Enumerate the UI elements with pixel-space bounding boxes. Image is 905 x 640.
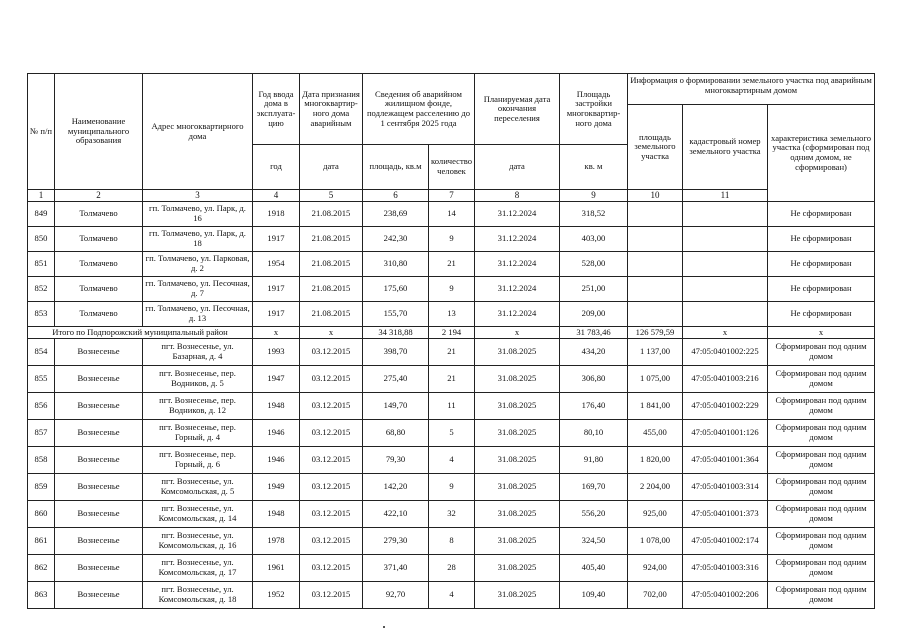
row-cadastral-number: 47:05:0401002:229 <box>683 393 768 420</box>
header-housing-info: Сведения об аварийном жилищном фонде, подлежащем расселению до 1 сентября 2025 года <box>363 74 475 145</box>
row-address: пгт. Вознесенье, ул. Комсомольская, д. 17 <box>143 555 253 582</box>
row-people: 8 <box>429 528 475 555</box>
total-c12: x <box>768 327 875 339</box>
row-cadastral-number: 47:05:0401003:216 <box>683 366 768 393</box>
row-land-area: 2 204,00 <box>628 474 683 501</box>
row-area: 422,10 <box>363 501 429 528</box>
row-land-area: 925,00 <box>628 501 683 528</box>
row-planned-date: 31.12.2024 <box>475 202 560 227</box>
table-row <box>28 227 875 252</box>
row-land-status: Сформирован под одним домом <box>768 393 875 420</box>
table-row <box>28 302 875 327</box>
table-row <box>28 582 875 609</box>
header-characteristic: характеристика земельного участка (сформирован под одним домом, не сформирован) <box>768 105 875 202</box>
row-building-area: 324,50 <box>560 528 628 555</box>
row-planned-date: 31.08.2025 <box>475 582 560 609</box>
header-land-area: площадь земельного участка <box>628 105 683 190</box>
row-number: 856 <box>28 393 55 420</box>
row-address: гп. Толмачево, ул. Песочная, д. 13 <box>143 302 253 327</box>
row-year: 1947 <box>253 366 300 393</box>
row-land-status: Не сформирован <box>768 252 875 277</box>
row-land-status: Сформирован под одним домом <box>768 474 875 501</box>
table-row <box>28 277 875 302</box>
total-c6: 34 318,88 <box>363 327 429 339</box>
row-address: гп. Толмачево, ул. Парк, д. 16 <box>143 202 253 227</box>
row-land-status: Сформирован под одним домом <box>768 501 875 528</box>
row-planned-date: 31.08.2025 <box>475 501 560 528</box>
row-planned-date: 31.08.2025 <box>475 366 560 393</box>
row-land-status: Сформирован под одним домом <box>768 447 875 474</box>
row-address: пгт. Вознесенье, пер. Горный, д. 4 <box>143 420 253 447</box>
column-number: 7 <box>429 190 475 202</box>
row-recognition-date: 03.12.2015 <box>300 366 363 393</box>
row-number: 861 <box>28 528 55 555</box>
row-area: 279,30 <box>363 528 429 555</box>
row-municipality: Вознесенье <box>55 555 143 582</box>
row-people: 13 <box>429 302 475 327</box>
header-year: Год ввода дома в эксплуата-цию <box>253 74 300 145</box>
row-area: 92,70 <box>363 582 429 609</box>
column-number: 1 <box>28 190 55 202</box>
column-number-row <box>28 190 875 202</box>
row-area: 155,70 <box>363 302 429 327</box>
row-land-status: Сформирован под одним домом <box>768 528 875 555</box>
row-land-status: Сформирован под одним домом <box>768 582 875 609</box>
row-area: 68,80 <box>363 420 429 447</box>
row-recognition-date: 21.08.2015 <box>300 277 363 302</box>
row-land-status: Сформирован под одним домом <box>768 339 875 366</box>
column-number: 10 <box>628 190 683 202</box>
row-municipality: Толмачево <box>55 227 143 252</box>
row-address: гп. Толмачево, ул. Парковая, д. 2 <box>143 252 253 277</box>
row-land-status: Не сформирован <box>768 227 875 252</box>
row-area: 310,80 <box>363 252 429 277</box>
row-municipality: Толмачево <box>55 302 143 327</box>
row-municipality: Вознесенье <box>55 474 143 501</box>
row-recognition-date: 21.08.2015 <box>300 252 363 277</box>
row-people: 9 <box>429 474 475 501</box>
row-address: гп. Толмачево, ул. Песочная, д. 7 <box>143 277 253 302</box>
row-people: 21 <box>429 339 475 366</box>
row-number: 854 <box>28 339 55 366</box>
header-row-1 <box>28 74 875 105</box>
row-number: 862 <box>28 555 55 582</box>
column-number: 2 <box>55 190 143 202</box>
header-cadastral-number: кадастровый номер земельного участка <box>683 105 768 190</box>
row-land-status: Не сформирован <box>768 277 875 302</box>
row-year: 1917 <box>253 277 300 302</box>
table-row <box>28 447 875 474</box>
row-municipality: Вознесенье <box>55 366 143 393</box>
row-cadastral-number: 47:05:0401003:314 <box>683 474 768 501</box>
row-building-area: 91,80 <box>560 447 628 474</box>
row-address: пгт. Вознесенье, пер. Водников, д. 5 <box>143 366 253 393</box>
row-building-area: 80,10 <box>560 420 628 447</box>
row-number: 855 <box>28 366 55 393</box>
row-people: 5 <box>429 420 475 447</box>
row-number: 849 <box>28 202 55 227</box>
row-municipality: Вознесенье <box>55 528 143 555</box>
total-c8: x <box>475 327 560 339</box>
table-row <box>28 366 875 393</box>
row-land-area <box>628 227 683 252</box>
table-row <box>28 555 875 582</box>
row-area: 142,20 <box>363 474 429 501</box>
row-building-area: 528,00 <box>560 252 628 277</box>
row-land-area: 1 137,00 <box>628 339 683 366</box>
row-year: 1946 <box>253 447 300 474</box>
row-building-area: 169,70 <box>560 474 628 501</box>
column-number: 6 <box>363 190 429 202</box>
row-address: пгт. Вознесенье, ул. Комсомольская, д. 14 <box>143 501 253 528</box>
row-building-area: 556,20 <box>560 501 628 528</box>
row-recognition-date: 03.12.2015 <box>300 339 363 366</box>
header-recognition-date: Дата признания многоквартир-ного дома аварийным <box>300 74 363 145</box>
row-planned-date: 31.12.2024 <box>475 227 560 252</box>
row-number: 863 <box>28 582 55 609</box>
row-municipality: Толмачево <box>55 277 143 302</box>
row-land-area <box>628 252 683 277</box>
row-land-area: 1 841,00 <box>628 393 683 420</box>
row-number: 852 <box>28 277 55 302</box>
header-building-area: Площадь застройки многоквартир-ного дома <box>560 74 628 145</box>
row-cadastral-number: 47:05:0401003:316 <box>683 555 768 582</box>
row-area: 398,70 <box>363 339 429 366</box>
row-year: 1917 <box>253 302 300 327</box>
table-row <box>28 528 875 555</box>
row-people: 11 <box>429 393 475 420</box>
row-area: 238,69 <box>363 202 429 227</box>
total-label: Итого по Подпорожский муниципальный район <box>28 327 253 339</box>
row-land-area <box>628 302 683 327</box>
column-number: 3 <box>143 190 253 202</box>
row-land-area: 1 078,00 <box>628 528 683 555</box>
row-recognition-date: 03.12.2015 <box>300 420 363 447</box>
row-recognition-date: 03.12.2015 <box>300 447 363 474</box>
row-planned-date: 31.08.2025 <box>475 474 560 501</box>
header-land-info: Информация о формировании земельного участка под аварийным многоквартирным домом <box>630 75 872 95</box>
row-land-status: Сформирован под одним домом <box>768 555 875 582</box>
row-cadastral-number <box>683 302 768 327</box>
row-land-status: Сформирован под одним домом <box>768 420 875 447</box>
row-cadastral-number <box>683 202 768 227</box>
row-people: 9 <box>429 277 475 302</box>
row-number: 851 <box>28 252 55 277</box>
header-unit-sqm: кв. м <box>560 145 628 190</box>
scan-speck <box>383 626 385 628</box>
total-c7: 2 194 <box>429 327 475 339</box>
row-recognition-date: 03.12.2015 <box>300 474 363 501</box>
row-land-area <box>628 202 683 227</box>
row-building-area: 176,40 <box>560 393 628 420</box>
row-planned-date: 31.12.2024 <box>475 302 560 327</box>
row-land-status: Сформирован под одним домом <box>768 366 875 393</box>
row-area: 275,40 <box>363 366 429 393</box>
row-land-area: 1 820,00 <box>628 447 683 474</box>
row-people: 21 <box>429 252 475 277</box>
row-planned-date: 31.08.2025 <box>475 528 560 555</box>
row-year: 1948 <box>253 393 300 420</box>
row-people: 4 <box>429 447 475 474</box>
row-recognition-date: 03.12.2015 <box>300 582 363 609</box>
row-cadastral-number: 47:05:0401002:206 <box>683 582 768 609</box>
row-building-area: 251,00 <box>560 277 628 302</box>
header-unit-year: год <box>253 145 300 190</box>
row-planned-date: 31.12.2024 <box>475 277 560 302</box>
total-c10: 126 579,59 <box>628 327 683 339</box>
row-cadastral-number: 47:05:0401002:225 <box>683 339 768 366</box>
row-municipality: Вознесенье <box>55 420 143 447</box>
row-land-status: Не сформирован <box>768 302 875 327</box>
row-municipality: Толмачево <box>55 202 143 227</box>
header-unit-area: площадь, кв.м <box>363 145 429 190</box>
row-recognition-date: 03.12.2015 <box>300 528 363 555</box>
row-cadastral-number <box>683 252 768 277</box>
row-recognition-date: 21.08.2015 <box>300 202 363 227</box>
row-building-area: 403,00 <box>560 227 628 252</box>
row-address: пгт. Вознесенье, пер. Водников, д. 12 <box>143 393 253 420</box>
row-people: 32 <box>429 501 475 528</box>
row-year: 1918 <box>253 202 300 227</box>
row-land-status: Не сформирован <box>768 202 875 227</box>
row-area: 371,40 <box>363 555 429 582</box>
row-year: 1946 <box>253 420 300 447</box>
row-recognition-date: 03.12.2015 <box>300 501 363 528</box>
table-row <box>28 339 875 366</box>
table-row <box>28 501 875 528</box>
row-number: 850 <box>28 227 55 252</box>
row-address: пгт. Вознесенье, ул. Базарная, д. 4 <box>143 339 253 366</box>
header-land-info-group <box>628 74 875 105</box>
row-number: 860 <box>28 501 55 528</box>
column-number: 8 <box>475 190 560 202</box>
row-cadastral-number: 47:05:0401001:364 <box>683 447 768 474</box>
header-planned-date: Планируемая дата окончания переселения <box>475 74 560 145</box>
row-number: 853 <box>28 302 55 327</box>
row-planned-date: 31.08.2025 <box>475 447 560 474</box>
header-unit-people: количество человек <box>429 145 475 190</box>
row-municipality: Толмачево <box>55 252 143 277</box>
row-number: 859 <box>28 474 55 501</box>
row-people: 4 <box>429 582 475 609</box>
row-municipality: Вознесенье <box>55 393 143 420</box>
row-year: 1978 <box>253 528 300 555</box>
row-number: 857 <box>28 420 55 447</box>
row-cadastral-number: 47:05:0401001:126 <box>683 420 768 447</box>
row-planned-date: 31.12.2024 <box>475 252 560 277</box>
row-address: пгт. Вознесенье, ул. Комсомольская, д. 16 <box>143 528 253 555</box>
row-land-area: 702,00 <box>628 582 683 609</box>
header-number: № п/п <box>28 74 55 190</box>
table-row <box>28 420 875 447</box>
total-c5: x <box>300 327 363 339</box>
row-building-area: 405,40 <box>560 555 628 582</box>
row-building-area: 306,80 <box>560 366 628 393</box>
table-row <box>28 252 875 277</box>
total-row <box>28 327 875 339</box>
row-cadastral-number <box>683 227 768 252</box>
total-c11: x <box>683 327 768 339</box>
column-number: 5 <box>300 190 363 202</box>
header-unit-plan-date: дата <box>475 145 560 190</box>
table-row <box>28 474 875 501</box>
row-planned-date: 31.08.2025 <box>475 393 560 420</box>
row-land-area: 455,00 <box>628 420 683 447</box>
row-planned-date: 31.08.2025 <box>475 555 560 582</box>
row-land-area: 924,00 <box>628 555 683 582</box>
row-address: пгт. Вознесенье, пер. Горный, д. 6 <box>143 447 253 474</box>
row-cadastral-number: 47:05:0401001:373 <box>683 501 768 528</box>
table-row <box>28 202 875 227</box>
row-cadastral-number <box>683 277 768 302</box>
header-address: Адрес многоквартирного дома <box>143 74 253 190</box>
row-area: 175,60 <box>363 277 429 302</box>
table-row <box>28 393 875 420</box>
row-address: пгт. Вознесенье, ул. Комсомольская, д. 18 <box>143 582 253 609</box>
row-municipality: Вознесенье <box>55 582 143 609</box>
row-planned-date: 31.08.2025 <box>475 339 560 366</box>
row-building-area: 318,52 <box>560 202 628 227</box>
row-people: 14 <box>429 202 475 227</box>
column-number: 11 <box>683 190 768 202</box>
row-building-area: 434,20 <box>560 339 628 366</box>
header-unit-date: дата <box>300 145 363 190</box>
row-year: 1961 <box>253 555 300 582</box>
row-year: 1954 <box>253 252 300 277</box>
column-number: 9 <box>560 190 628 202</box>
row-people: 28 <box>429 555 475 582</box>
header-municipality: Наименование муниципального образования <box>55 74 143 190</box>
row-address: гп. Толмачево, ул. Парк, д. 18 <box>143 227 253 252</box>
row-recognition-date: 03.12.2015 <box>300 393 363 420</box>
row-address: пгт. Вознесенье, ул. Комсомольская, д. 5 <box>143 474 253 501</box>
row-land-area <box>628 277 683 302</box>
row-year: 1952 <box>253 582 300 609</box>
row-land-area: 1 075,00 <box>628 366 683 393</box>
row-recognition-date: 21.08.2015 <box>300 227 363 252</box>
row-people: 9 <box>429 227 475 252</box>
row-recognition-date: 21.08.2015 <box>300 302 363 327</box>
row-area: 242,30 <box>363 227 429 252</box>
row-area: 149,70 <box>363 393 429 420</box>
row-people: 21 <box>429 366 475 393</box>
row-building-area: 209,00 <box>560 302 628 327</box>
row-planned-date: 31.08.2025 <box>475 420 560 447</box>
row-cadastral-number: 47:05:0401002:174 <box>683 528 768 555</box>
row-number: 858 <box>28 447 55 474</box>
row-recognition-date: 03.12.2015 <box>300 555 363 582</box>
row-building-area: 109,40 <box>560 582 628 609</box>
column-number: 4 <box>253 190 300 202</box>
row-year: 1948 <box>253 501 300 528</box>
row-year: 1917 <box>253 227 300 252</box>
emergency-housing-table <box>27 73 875 609</box>
row-municipality: Вознесенье <box>55 447 143 474</box>
row-year: 1993 <box>253 339 300 366</box>
total-c4: x <box>253 327 300 339</box>
total-c9: 31 783,46 <box>560 327 628 339</box>
row-municipality: Вознесенье <box>55 339 143 366</box>
row-municipality: Вознесенье <box>55 501 143 528</box>
row-year: 1949 <box>253 474 300 501</box>
row-area: 79,30 <box>363 447 429 474</box>
